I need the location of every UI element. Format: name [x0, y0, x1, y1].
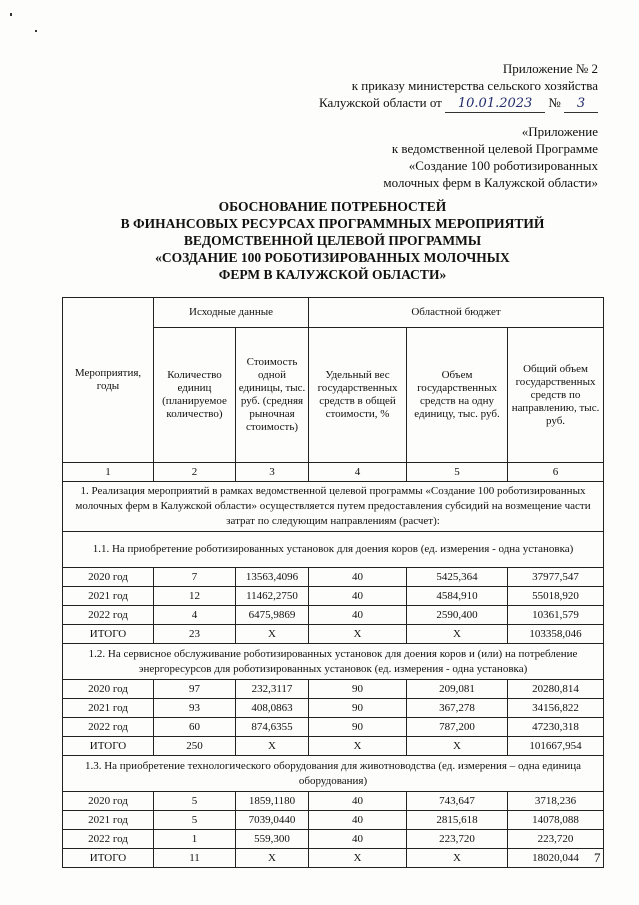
header-cell: Общий объем государственных средств по направлению, тыс. руб. [508, 328, 604, 463]
table-cell: X [309, 849, 407, 868]
column-number: 4 [309, 463, 407, 482]
column-number: 2 [154, 463, 236, 482]
table-cell: 47230,318 [508, 718, 604, 737]
table-cell: X [407, 849, 508, 868]
table-cell: 12 [154, 587, 236, 606]
table-cell: 408,0863 [236, 699, 309, 718]
table-row [63, 830, 604, 849]
scan-speck [35, 30, 37, 32]
table-cell: X [309, 737, 407, 756]
table-cell: 101667,954 [508, 737, 604, 756]
program-note-line: молочных ферм в Калужской области» [383, 175, 598, 190]
table-cell: 20280,814 [508, 680, 604, 699]
table-cell: 40 [309, 811, 407, 830]
table-cell: 1 [154, 830, 236, 849]
section-header-row [63, 644, 604, 680]
table-cell: 2021 год [63, 811, 154, 830]
table-cell: 18020,044 [508, 849, 604, 868]
order-line: к приказу министерства сельского хозяйства [351, 78, 598, 93]
section-title: 1.3. На приобретение технологического оборудования для животноводства (ед. измерения – одна единица оборудования) [63, 756, 604, 792]
table-row [63, 699, 604, 718]
table-cell: 40 [309, 568, 407, 587]
table-cell: 2815,618 [407, 811, 508, 830]
table-cell: 2022 год [63, 830, 154, 849]
header-cell: Удельный вес государственных средств в общей стоимости, % [309, 328, 407, 463]
program-note [383, 123, 598, 191]
header-cell: Количество единиц (планируемое количество) [154, 328, 236, 463]
page-number: 7 [594, 850, 601, 865]
table-cell: 2020 год [63, 680, 154, 699]
table-cell: 40 [309, 606, 407, 625]
table-cell: 13563,4096 [236, 568, 309, 587]
table-cell: 874,6355 [236, 718, 309, 737]
table-row [63, 811, 604, 830]
table-cell: 40 [309, 830, 407, 849]
table-cell: X [236, 849, 309, 868]
table-cell: 90 [309, 718, 407, 737]
table-cell: 11462,2750 [236, 587, 309, 606]
header-cell: Мероприятия, годы [63, 298, 154, 463]
title-line: В ФИНАНСОВЫХ РЕСУРСАХ ПРОГРАММНЫХ МЕРОПРИЯТИЙ [120, 216, 545, 231]
column-number: 5 [407, 463, 508, 482]
column-number-row [63, 463, 604, 482]
column-number: 1 [63, 463, 154, 482]
table-row [63, 718, 604, 737]
header-cell: Объем государственных средств на одну единицу, тыс. руб. [407, 328, 508, 463]
table-cell: 2021 год [63, 699, 154, 718]
total-row [63, 625, 604, 644]
table-cell: 2020 год [63, 792, 154, 811]
table-cell: 11 [154, 849, 236, 868]
table-cell: ИТОГО [63, 625, 154, 644]
table-cell: 3718,236 [508, 792, 604, 811]
table-cell: 5425,364 [407, 568, 508, 587]
handwritten-date: 10.01.2023 [445, 95, 545, 113]
title-line: ОБОСНОВАНИЕ ПОТРЕБНОСТЕЙ [218, 199, 447, 214]
table-cell: X [236, 625, 309, 644]
table-cell: ИТОГО [63, 849, 154, 868]
table-cell: 2020 год [63, 568, 154, 587]
section-title: 1.1. На приобретение роботизированных установок для доения коров (ед. измерения - одна установка) [63, 532, 604, 568]
table-cell: 250 [154, 737, 236, 756]
number-label: № [548, 95, 561, 110]
table-row [63, 568, 604, 587]
table-cell: 787,200 [407, 718, 508, 737]
section-header-row [63, 532, 604, 568]
table-cell: 7039,0440 [236, 811, 309, 830]
table-cell: ИТОГО [63, 737, 154, 756]
table-cell: 37977,547 [508, 568, 604, 587]
appendix-number: Приложение № 2 [502, 61, 598, 76]
table-cell: 1859,1180 [236, 792, 309, 811]
total-row [63, 849, 604, 868]
table-cell: 93 [154, 699, 236, 718]
table-cell: 7 [154, 568, 236, 587]
table-row [63, 680, 604, 699]
table-cell: 34156,822 [508, 699, 604, 718]
table-cell: 40 [309, 792, 407, 811]
title-line: ВЕДОМСТВЕННОЙ ЦЕЛЕВОЙ ПРОГРАММЫ [183, 233, 482, 248]
appendix-header [319, 60, 598, 113]
table-cell: 2021 год [63, 587, 154, 606]
table-cell: 4584,910 [407, 587, 508, 606]
table-cell: 55018,920 [508, 587, 604, 606]
table-cell: 209,081 [407, 680, 508, 699]
column-number: 3 [236, 463, 309, 482]
table-cell: 743,647 [407, 792, 508, 811]
table-cell: 10361,579 [508, 606, 604, 625]
table-row [63, 606, 604, 625]
table-cell: 103358,046 [508, 625, 604, 644]
region-prefix: Калужской области от [319, 95, 442, 110]
group-header-source: Исходные данные [154, 298, 309, 328]
total-row [63, 737, 604, 756]
handwritten-number: 3 [564, 95, 598, 113]
program-note-line: «Создание 100 роботизированных [408, 158, 598, 173]
title-line: «СОЗДАНИЕ 100 РОБОТИЗИРОВАННЫХ МОЛОЧНЫХ [155, 250, 510, 265]
table-cell: 14078,088 [508, 811, 604, 830]
table-cell: X [309, 625, 407, 644]
title-line: ФЕРМ В КАЛУЖСКОЙ ОБЛАСТИ» [218, 267, 447, 282]
table-row [63, 587, 604, 606]
table-cell: 2590,400 [407, 606, 508, 625]
table-cell: 559,300 [236, 830, 309, 849]
group-header-budget: Областной бюджет [309, 298, 604, 328]
table-cell: 223,720 [407, 830, 508, 849]
table-cell: 5 [154, 792, 236, 811]
table-cell: 367,278 [407, 699, 508, 718]
program-note-line: «Приложение [521, 124, 598, 139]
document-title [60, 198, 605, 283]
table-cell: 5 [154, 811, 236, 830]
column-number: 6 [508, 463, 604, 482]
header-cell: Стоимость одной единицы, тыс. руб. (средняя рыночная стоимость) [236, 328, 309, 463]
table-cell: 2022 год [63, 606, 154, 625]
scan-speck [10, 13, 12, 16]
table-cell: 23 [154, 625, 236, 644]
table-cell: 90 [309, 680, 407, 699]
table-cell: X [407, 625, 508, 644]
section-main-text: 1. Реализация мероприятий в рамках ведомственной целевой программы «Создание 100 роботизированных молочных ферм в Калужской области» осуществляется путем предоставления субсидий на возмещение части затрат по следующим направлениям (расчет): [63, 482, 604, 532]
table-cell: 6475,9869 [236, 606, 309, 625]
table-cell: 60 [154, 718, 236, 737]
table-cell: X [236, 737, 309, 756]
table-row [63, 792, 604, 811]
financial-needs-table [62, 297, 604, 868]
table-cell: 97 [154, 680, 236, 699]
table-cell: 90 [309, 699, 407, 718]
table-cell: 40 [309, 587, 407, 606]
table-cell: 4 [154, 606, 236, 625]
section-title: 1.2. На сервисное обслуживание роботизированных установок для доения коров и (или) на потребление энергоресурсов для роботизированных установок (ед. измерения - одна установка) [63, 644, 604, 680]
order-date-line [319, 94, 598, 113]
table-cell: X [407, 737, 508, 756]
table-cell: 232,3117 [236, 680, 309, 699]
program-note-line: к ведомственной целевой Программе [391, 141, 598, 156]
table-cell: 223,720 [508, 830, 604, 849]
table-cell: 2022 год [63, 718, 154, 737]
section-header-row [63, 756, 604, 792]
